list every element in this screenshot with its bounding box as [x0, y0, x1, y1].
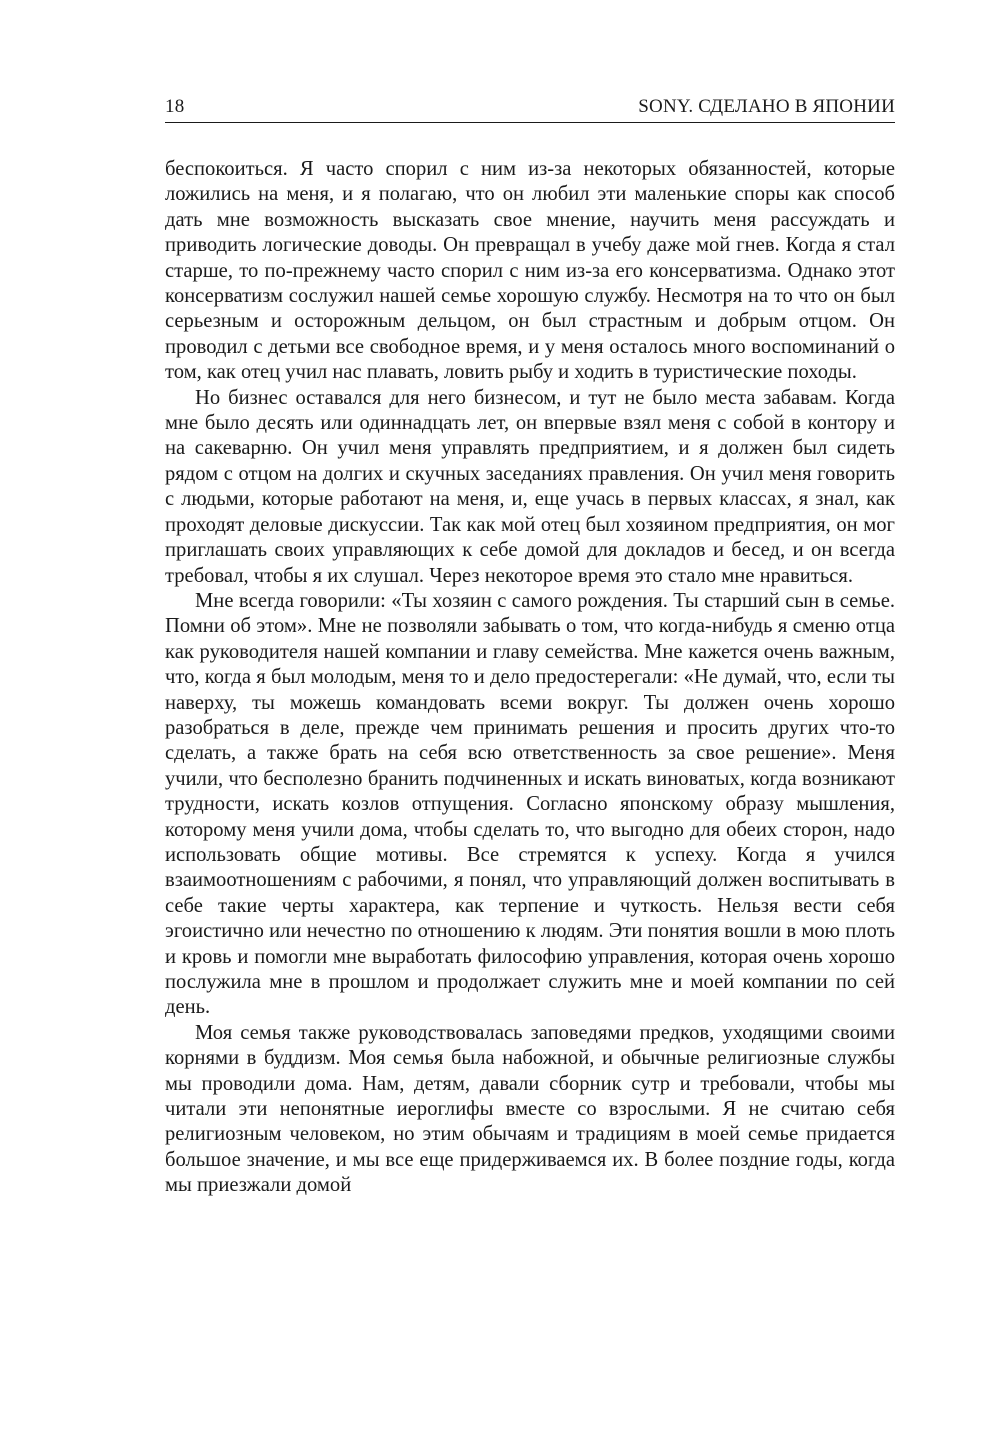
running-title: SONY. СДЕЛАНО В ЯПОНИИ — [638, 96, 895, 117]
paragraph: беспокоиться. Я часто спорил с ним из-за некоторых обязанностей, которые ложились на меня, и я полагаю, что он любил эти маленькие споры как способ дать мне возможность высказать свое мнение, научить меня рассуждать и приводить логические доводы. Он превращал в учебу даже мой гнев. Когда я стал старше, то по-прежнему часто спорил с ним из-за его консерватизма. Однако этот консерватизм сослужил нашей семье хорошую службу. Несмотря на то что он был серьезным и осторожным дельцом, он был страстным и добрым отцом. Он проводил с детьми все свободное время, и у меня осталось много воспоминаний о том, как отец учил нас плавать, ловить рыбу и ходить в туристические походы. — [165, 158, 895, 384]
page-number: 18 — [165, 96, 185, 117]
body-text — [165, 157, 895, 1199]
book-page — [165, 96, 895, 1199]
paragraph: Но бизнес оставался для него бизнесом, и тут не было места забавам. Когда мне было десять или одиннадцать лет, он впервые взял меня с собой в контору и на сакеварню. Он учил меня управлять предприятием, и я должен был сидеть рядом с отцом на долгих и скучных заседаниях правления. Он учил меня говорить с людьми, которые работают на меня, и, еще учась в первых классах, я знал, как проходят деловые дискуссии. Так как мой отец был хозяином предприятия, он мог приглашать своих управляющих к себе домой для докладов и бесед, и он всегда требовал, чтобы я их слушал. Через некоторое время это стало мне нравиться. — [165, 386, 895, 587]
paragraph: Мне всегда говорили: «Ты хозяин с самого рождения. Ты старший сын в семье. Помни об этом». Мне не позволяли забывать о том, что когда-нибудь я сменю отца как руководителя нашей компании и главу семейства. Мне кажется очень важным, что, когда я был молодым, меня то и дело предостерегали: «Не думай, что, если ты наверху, ты можешь командовать всеми вокруг. Ты должен очень хорошо разобраться в деле, прежде чем принимать решения и просить других что-то сделать, а также брать на себя всю ответственность за свое решение». Меня учили, что бесполезно бранить подчиненных и искать виноватых, когда возникают трудности, искать козлов отпущения. Согласно японскому образу мышления, которому меня учили дома, чтобы сделать то, что выгодно для обеих сторон, надо использовать общие мотивы. Все стремятся к успеху. Когда я учился взаимоотношениям с рабочими, я понял, что управляющий должен воспитывать в себе такие черты характера, как терпение и чуткость. Нельзя вести себя эгоистично или нечестно по отношению к людям. Эти понятия вошли в мою плоть и кровь и помогли мне выработать философию управления, которая очень хорошо послужила мне в прошлом и продолжает служить мне и моей компании по сей день. — [165, 589, 895, 1019]
paragraph: Моя семья также руководствовалась заповедями предков, уходящими своими корнями в буддизм. Моя семья была набожной, и обычные религиозные службы мы проводили дома. Нам, детям, давали сборник сутр и требовали, чтобы мы читали эти непонятные иероглифы вместе со взрослыми. Я не считаю себя религиозным человеком, но этим обычаям и традициям в моей семье придается большое значение, и мы все еще придерживаемся их. В более поздние годы, когда мы приезжали домой — [165, 1021, 895, 1197]
running-head — [165, 96, 895, 123]
